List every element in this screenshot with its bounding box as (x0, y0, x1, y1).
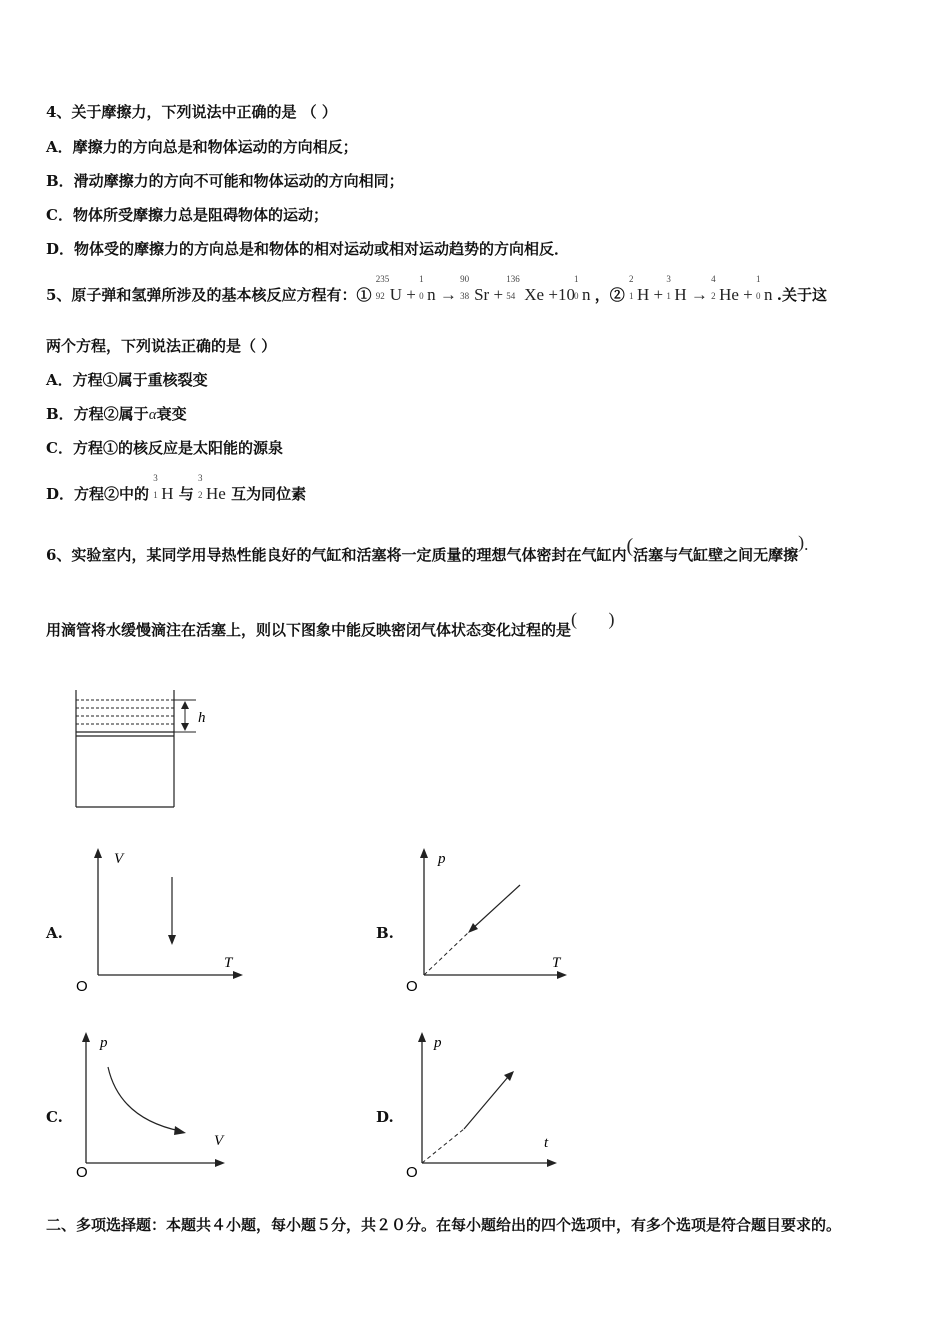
q5-equation-1: 235 92 U + 1 0 n → 90 38 Sr + 136 54 Xe +10 1 0 n (375, 274, 595, 304)
graph-c-label: C. (46, 1108, 63, 1126)
q5-equation-2: 2 1 H + 3 1 H → 4 2 He + 1 0 n (628, 274, 777, 304)
graph-b-origin: O (406, 978, 418, 995)
graph-c-x-axis: V (214, 1133, 224, 1149)
cylinder-h-label: h (198, 710, 206, 726)
q4-stem: 4、关于摩擦力，下列说法中正确的是 （ ） (46, 103, 337, 121)
q5-sep: ，② (594, 286, 625, 304)
q4-option-d: D．物体受的摩擦力的方向总是和物体的相对运动或相对运动趋势的方向相反． (46, 240, 570, 258)
graph-d-x-axis: t (544, 1135, 549, 1151)
q5-stem-end: .关于这 (776, 286, 828, 304)
graph-b-x-axis: T (552, 955, 561, 971)
q5-option-a: A．方程①属于重核裂变 (46, 371, 208, 389)
graph-c-y-axis: p (100, 1035, 108, 1051)
cylinder-figure (60, 680, 220, 820)
q5-stem (46, 274, 828, 305)
q4-option-b: B．滑动摩擦力的方向不可能和物体运动的方向相同； (46, 172, 404, 190)
q5-option-c: C．方程①的核反应是太阳能的源泉 (46, 439, 283, 457)
graph-d-y-axis: p (434, 1035, 442, 1051)
q5-option-b: B．方程②属于α衰变 (46, 405, 187, 423)
section-2-heading: 二、多项选择题：本题共４小题，每小题５分，共２０分。在每小题给出的四个选项中，有多个选项是符合题目要求的。 (46, 1216, 842, 1234)
graph-a (72, 845, 252, 1000)
graph-b-y-axis: p (438, 851, 446, 867)
graph-b-label: B. (376, 924, 394, 942)
alpha-symbol: α (148, 407, 157, 423)
q4-option-a: A．摩擦力的方向总是和物体运动的方向相反； (46, 138, 358, 156)
q6-line1: 6、实验室内，某同学用导热性能良好的气缸和活塞将一定质量的理想气体密封在气缸内(活塞与气缸壁之间无摩擦). (46, 532, 809, 564)
q5-stem-start: 5、原子弹和氢弹所涉及的基本核反应方程有：① (46, 286, 372, 304)
graph-d-label: D. (376, 1108, 394, 1126)
graph-a-label: A. (46, 924, 63, 942)
q5-stem-line2: 两个方程，下列说法正确的是（ ） (46, 337, 277, 355)
q6-line2: 用滴管将水缓慢滴注在活塞上，则以下图象中能反映密闭气体状态变化过程的是( ) (46, 609, 615, 639)
q5-option-d: D．方程②中的 3 1 H 与 3 2 He 互为同位素 (46, 473, 307, 503)
q4-option-c: C．物体所受摩擦力总是阻碍物体的运动； (46, 206, 328, 224)
graph-b (402, 845, 582, 1000)
graph-c-origin: O (76, 1164, 88, 1181)
graph-a-y-axis: V (114, 851, 124, 867)
graph-d (402, 1025, 582, 1185)
graph-a-origin: O (76, 978, 88, 995)
graph-a-x-axis: T (224, 955, 233, 971)
graph-c (72, 1025, 252, 1185)
graph-d-origin: O (406, 1164, 418, 1181)
